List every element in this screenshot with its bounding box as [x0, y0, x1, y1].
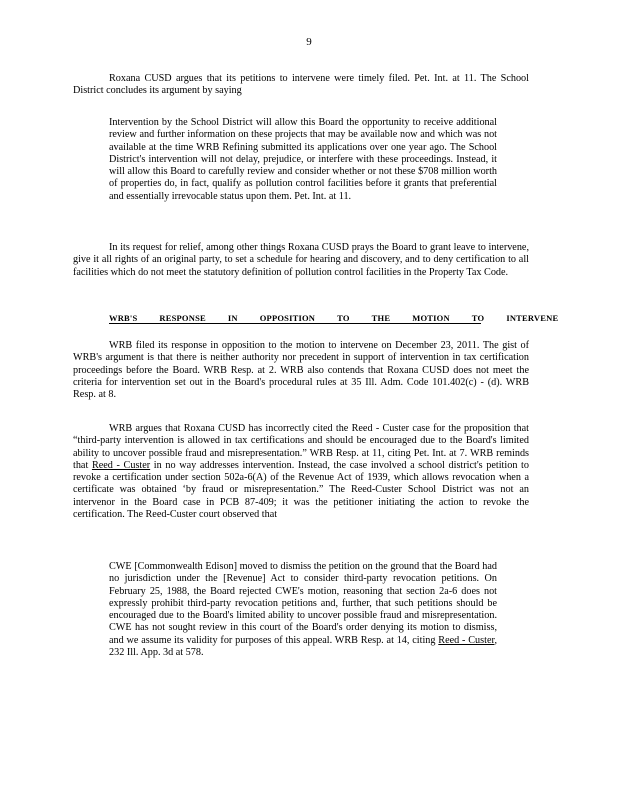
heading-word: THE — [371, 313, 391, 323]
heading-word: TO — [337, 313, 350, 323]
heading-word: TO — [471, 313, 485, 323]
heading-word: MOTION — [412, 313, 450, 323]
heading-word: INTERVENE — [506, 313, 559, 323]
heading-word: WRB'S — [109, 313, 138, 323]
block-quote-intervention: Intervention by the School District will allow this Board the opportunity to receive additional review and further information on these projects that may be available now and which was not available at the time WRB Refining submitted its applications over one year ago. The School District's intervention will not delay, prejudice, or interfere with these proceedings. Instead, it will allow this Board to carefully review and consider whether or not these $708 million worth of properties do, in fact, qualify as pollution control facilities before it grants that preferential and essentially irrevocable status upon them. Pet. Int. at 11. — [109, 117, 497, 202]
heading-word: RESPONSE — [159, 313, 206, 323]
paragraph-request-for-relief: In its request for relief, among other things Roxana CUSD prays the Board to grant leave to intervene, give it all rights of an original party, to set a schedule for hearing and discovery, and to deny certification to all facilities which do not meet the statutory definition of pollution control facilities in the Property Tax Code. — [73, 242, 529, 278]
text-run: in no way addresses intervention. Instead, the case involved a school district's petition to revoke a certification under section 502a-6(A) of the Revenue Act of 1939, which allows revocation when a certificate was obtained ‘by fraud or misrepresentation.” The Reed-Custer School District was not an intervenor in the Board case in PCB 87-409; it was the petitioner initiating the action to revoke the certification. The Reed-Custer court observed that — [73, 459, 529, 521]
case-citation-link: Reed - Custer — [91, 459, 151, 471]
paragraph-wrb-argues — [73, 423, 529, 521]
paragraph-roxana-argument: Roxana CUSD argues that its petitions to intervene were timely filed. Pet. Int. at 11. The School District concludes its argument by saying — [73, 73, 529, 97]
page-number: 9 — [306, 36, 312, 48]
text-run: , 232 Ill. App. 3d at 578. — [109, 634, 497, 659]
heading-word: OPPOSITION — [259, 313, 316, 323]
paragraph-wrb-response: WRB filed its response in opposition to the motion to intervene on December 23, 2011. The gist of WRB's argument is that there is neither authority nor precedent in support of intervention in tax certification proceedings before the Board. WRB Resp. at 2. WRB also contends that Roxana CUSD does not meet the criteria for intervention set out in the Board's procedural rules at 35 Ill. Adm. Code 101.402(c) - (d). WRB Resp. at 8. — [73, 340, 529, 401]
text-run: CWE [Commonwealth Edison] moved to dismiss the petition on the ground that the Board had no jurisdiction under the [Revenue] Act to consider third-party revocation petitions. On February 25, 1988, the Board rejected CWE's motion, reasoning that section 2a-6 does not expressly prohibit third-party revocation petitions and, further, that such petitions should be encouraged due to the Board's limited ability to uncover possible fraud and misrepresentation. CWE has not sought review in this court of the Board's order denying its motion to dismiss, and we assume its validity for purposes of this appeal. WRB Resp. at 14, citing — [109, 561, 497, 646]
heading-word: IN — [227, 313, 238, 323]
section-heading — [109, 312, 559, 324]
text-run: WRB argues that Roxana CUSD has incorrectly cited the Reed - Custer case for the proposition that “third-party intervention is allowed in tax certifications and should be encouraged due to the Board's limited ability to uncover possible fraud and misrepresentation.” WRB Resp. at 11, citing Pet. Int. at 7. WRB reminds that — [73, 423, 529, 471]
block-quote-reed-custer — [109, 561, 497, 659]
case-citation-link: Reed - Custer — [438, 634, 495, 646]
